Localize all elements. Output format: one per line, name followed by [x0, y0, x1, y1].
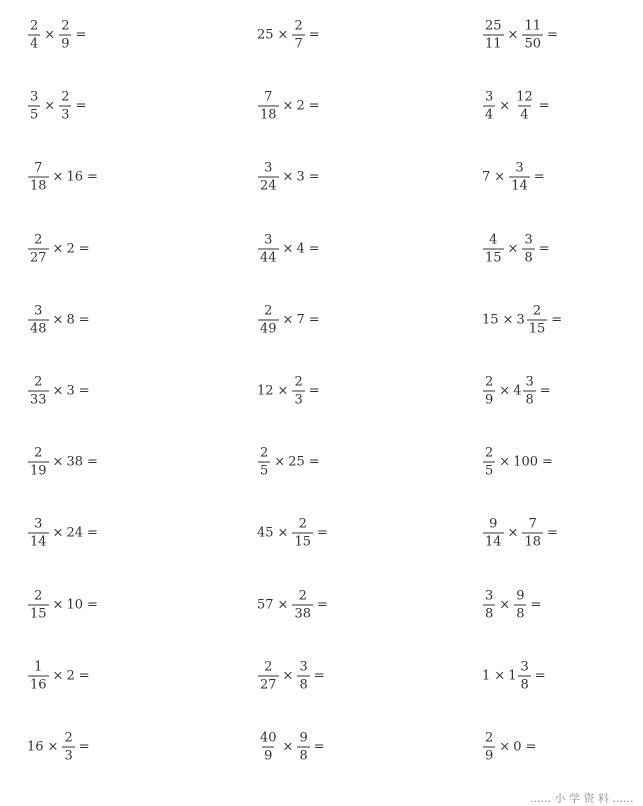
- denominator: 9: [61, 36, 70, 52]
- problem-10-3: [482, 661, 546, 692]
- times-sign: ×: [507, 525, 519, 541]
- equals-sign: =: [313, 668, 325, 684]
- numerator: 4: [489, 232, 498, 248]
- problem-7-1: [27, 447, 98, 478]
- denominator: 9: [485, 748, 494, 764]
- fraction: [483, 234, 504, 265]
- fraction: [522, 518, 543, 549]
- fraction: [258, 162, 279, 193]
- numerator: 2: [61, 89, 70, 105]
- mixed-whole: 4: [513, 383, 522, 399]
- denominator: 5: [485, 463, 494, 479]
- fraction: [62, 732, 74, 763]
- times-sign: ×: [274, 454, 286, 470]
- problem-8-3: [482, 518, 558, 549]
- times-sign: ×: [499, 597, 511, 613]
- denominator: 8: [524, 250, 533, 266]
- problem-4-2: [257, 234, 320, 265]
- numerator: 2: [264, 303, 273, 319]
- denominator: 5: [260, 463, 269, 479]
- times-sign: ×: [52, 312, 64, 328]
- equals-sign: =: [542, 454, 553, 470]
- problem-11-1: [27, 732, 90, 763]
- times-sign: ×: [282, 668, 294, 684]
- whole-number: 16: [27, 739, 44, 755]
- fraction: [28, 661, 49, 692]
- equals-sign: =: [313, 739, 325, 755]
- problem-10-2: [257, 661, 325, 692]
- denominator: 16: [30, 677, 47, 693]
- whole-number: 25: [257, 27, 274, 43]
- numerator: 2: [532, 303, 542, 319]
- times-sign: ×: [282, 98, 294, 114]
- fraction: [28, 234, 49, 265]
- whole-number: 25: [288, 454, 305, 470]
- problem-9-3: [482, 590, 541, 621]
- problem-3-3: [482, 162, 545, 193]
- fraction: [28, 518, 49, 549]
- denominator: 44: [260, 250, 277, 266]
- fraction: [514, 91, 535, 122]
- equals-sign: =: [538, 98, 550, 114]
- numerator: 25: [485, 18, 502, 34]
- whole-number: 2: [66, 241, 75, 257]
- numerator: 2: [34, 374, 43, 390]
- times-sign: ×: [277, 597, 289, 613]
- denominator: 8: [520, 677, 529, 693]
- times-sign: ×: [52, 454, 64, 470]
- equals-sign: =: [87, 169, 98, 185]
- numerator: 2: [294, 374, 303, 390]
- equals-sign: =: [308, 312, 320, 328]
- whole-number: 1: [482, 668, 491, 684]
- numerator: 3: [525, 374, 534, 390]
- problem-8-2: [257, 518, 328, 549]
- whole-number: 7: [296, 312, 305, 328]
- problem-5-1: [27, 305, 90, 336]
- problem-6-3: [482, 376, 551, 407]
- denominator: 7: [294, 36, 303, 52]
- denominator: 4: [30, 36, 39, 52]
- numerator: 3: [264, 232, 273, 248]
- times-sign: ×: [494, 169, 506, 185]
- problem-10-1: [27, 661, 90, 692]
- numerator: 2: [294, 18, 303, 34]
- whole-number: 38: [66, 454, 83, 470]
- fraction: [258, 234, 279, 265]
- times-sign: ×: [282, 312, 294, 328]
- times-sign: ×: [499, 98, 511, 114]
- numerator: 2: [485, 730, 494, 746]
- problem-9-2: [257, 590, 328, 621]
- equals-sign: =: [551, 312, 563, 328]
- equals-sign: =: [87, 454, 98, 470]
- denominator: 14: [30, 534, 47, 550]
- numerator: 3: [520, 659, 529, 675]
- problem-2-1: [27, 91, 86, 122]
- denominator: 27: [260, 677, 277, 693]
- whole-number: 12: [257, 383, 274, 399]
- whole-number: 57: [257, 597, 274, 613]
- times-sign: ×: [44, 98, 56, 114]
- equals-sign: =: [78, 668, 90, 684]
- whole-number: 3: [296, 169, 305, 185]
- problem-9-1: [27, 590, 98, 621]
- numerator: 3: [515, 160, 524, 176]
- denominator: 3: [64, 748, 73, 764]
- problem-1-2: [257, 20, 320, 51]
- times-sign: ×: [494, 668, 506, 684]
- denominator: 18: [524, 534, 541, 550]
- whole-number: 2: [66, 668, 75, 684]
- numerator: 2: [34, 232, 43, 248]
- problem-4-1: [27, 234, 90, 265]
- denominator: 11: [485, 36, 502, 52]
- denominator: 5: [30, 107, 39, 123]
- numerator: 7: [34, 160, 43, 176]
- denominator: 8: [516, 606, 525, 622]
- problem-5-2: [257, 305, 320, 336]
- times-sign: ×: [277, 27, 289, 43]
- fraction: [28, 590, 49, 621]
- equals-sign: =: [317, 525, 328, 541]
- fraction: [28, 447, 49, 478]
- equals-sign: =: [538, 241, 550, 257]
- numerator: 3: [299, 659, 308, 675]
- times-sign: ×: [282, 739, 294, 755]
- equals-sign: =: [78, 739, 90, 755]
- numerator: 3: [485, 588, 494, 604]
- fraction: [483, 590, 495, 621]
- times-sign: ×: [507, 27, 519, 43]
- equals-sign: =: [78, 241, 90, 257]
- fraction: [522, 20, 543, 51]
- equals-sign: =: [308, 98, 320, 114]
- numerator: 2: [260, 445, 269, 461]
- times-sign: ×: [499, 383, 511, 399]
- denominator: 3: [61, 107, 70, 123]
- equals-sign: =: [78, 383, 90, 399]
- denominator: 19: [30, 463, 47, 479]
- times-sign: ×: [52, 383, 64, 399]
- times-sign: ×: [277, 525, 289, 541]
- numerator: 3: [264, 160, 273, 176]
- whole-number: 45: [257, 525, 274, 541]
- fraction: [292, 518, 313, 549]
- numerator: 2: [30, 18, 39, 34]
- denominator: 38: [294, 606, 311, 622]
- whole-number: 8: [66, 312, 75, 328]
- whole-number: 3: [66, 383, 75, 399]
- numerator: 11: [524, 18, 541, 34]
- numerator: 9: [516, 588, 525, 604]
- whole-number: 0: [513, 739, 522, 755]
- equals-sign: =: [75, 98, 87, 114]
- whole-number: 16: [66, 169, 83, 185]
- problem-8-1: [27, 518, 98, 549]
- equals-sign: =: [530, 597, 542, 613]
- whole-number: 24: [66, 525, 83, 541]
- numerator: 3: [485, 89, 494, 105]
- times-sign: ×: [44, 27, 56, 43]
- denominator: 4: [520, 107, 529, 123]
- fraction: [483, 447, 495, 478]
- fraction: [297, 661, 309, 692]
- fraction: [297, 732, 309, 763]
- numerator: 2: [264, 659, 273, 675]
- whole-number: 4: [296, 241, 305, 257]
- whole-number: 10: [66, 597, 83, 613]
- fraction: [292, 376, 304, 407]
- denominator: 49: [260, 321, 277, 337]
- problem-2-3: [482, 91, 550, 122]
- fraction: [523, 376, 535, 407]
- fraction: [292, 590, 313, 621]
- numerator: 2: [298, 588, 307, 604]
- problem-6-2: [257, 376, 320, 407]
- fraction: [59, 91, 71, 122]
- problem-11-2: [257, 732, 325, 763]
- denominator: 8: [299, 748, 308, 764]
- denominator: 18: [30, 178, 47, 194]
- fraction: [28, 376, 49, 407]
- denominator: 18: [260, 107, 277, 123]
- fraction: [28, 20, 40, 51]
- denominator: 4: [485, 107, 494, 123]
- times-sign: ×: [499, 454, 511, 470]
- times-sign: ×: [52, 241, 64, 257]
- whole-number: 2: [296, 98, 305, 114]
- times-sign: ×: [282, 241, 294, 257]
- denominator: 9: [485, 392, 494, 408]
- equals-sign: =: [525, 739, 537, 755]
- times-sign: ×: [507, 241, 519, 257]
- whole-number: 100: [513, 454, 539, 470]
- denominator: 24: [260, 178, 277, 194]
- fraction: [28, 91, 40, 122]
- numerator: 2: [34, 588, 43, 604]
- numerator: 3: [30, 89, 39, 105]
- fraction: [258, 447, 270, 478]
- times-sign: ×: [52, 668, 64, 684]
- times-sign: ×: [52, 597, 64, 613]
- fraction: [514, 590, 526, 621]
- fraction: [59, 20, 71, 51]
- times-sign: ×: [277, 383, 289, 399]
- times-sign: ×: [502, 312, 514, 328]
- equals-sign: =: [539, 383, 551, 399]
- numerator: 12: [516, 89, 533, 105]
- equals-sign: =: [308, 169, 320, 185]
- fraction: [522, 234, 534, 265]
- denominator: 50: [524, 36, 541, 52]
- numerator: 3: [34, 303, 43, 319]
- whole-number: 15: [482, 312, 499, 328]
- equals-sign: =: [317, 597, 328, 613]
- numerator: 2: [298, 516, 307, 532]
- equals-sign: =: [534, 668, 546, 684]
- denominator: 15: [294, 534, 311, 550]
- problem-5-3: [482, 305, 562, 336]
- problem-6-1: [27, 376, 90, 407]
- denominator: 8: [485, 606, 494, 622]
- fraction: [483, 376, 495, 407]
- denominator: 9: [264, 748, 273, 764]
- problem-2-2: [257, 91, 320, 122]
- numerator: 40: [260, 730, 277, 746]
- denominator: 8: [299, 677, 308, 693]
- problem-7-3: [482, 447, 553, 478]
- whole-number: 7: [482, 169, 491, 185]
- equals-sign: =: [547, 27, 558, 43]
- fraction: [258, 305, 279, 336]
- equals-sign: =: [87, 525, 98, 541]
- numerator: 9: [299, 730, 308, 746]
- mixed-whole: 1: [508, 668, 517, 684]
- denominator: 33: [30, 392, 47, 408]
- fraction: [258, 732, 279, 763]
- fraction: [483, 91, 495, 122]
- problem-3-1: [27, 162, 98, 193]
- fraction: [509, 162, 530, 193]
- equals-sign: =: [308, 241, 320, 257]
- numerator: 7: [528, 516, 537, 532]
- problem-11-3: [482, 732, 536, 763]
- mixed-whole: 3: [516, 312, 525, 328]
- fraction: [292, 20, 304, 51]
- problem-1-3: [482, 20, 558, 51]
- problem-3-2: [257, 162, 320, 193]
- fraction: [258, 91, 279, 122]
- problem-7-2: [257, 447, 320, 478]
- equals-sign: =: [308, 27, 320, 43]
- numerator: 2: [61, 18, 70, 34]
- fraction: [28, 305, 49, 336]
- watermark-text: ...... 小 学 资 料 ......: [530, 792, 634, 805]
- numerator: 7: [264, 89, 273, 105]
- denominator: 27: [30, 250, 47, 266]
- denominator: 15: [30, 606, 47, 622]
- times-sign: ×: [499, 739, 511, 755]
- numerator: 1: [34, 659, 43, 675]
- denominator: 3: [294, 392, 303, 408]
- numerator: 3: [34, 516, 43, 532]
- denominator: 48: [30, 321, 47, 337]
- denominator: 15: [485, 250, 502, 266]
- equals-sign: =: [308, 383, 320, 399]
- denominator: 14: [511, 178, 528, 194]
- numerator: 2: [485, 374, 494, 390]
- numerator: 2: [485, 445, 494, 461]
- times-sign: ×: [52, 169, 64, 185]
- numerator: 9: [489, 516, 498, 532]
- equals-sign: =: [308, 454, 320, 470]
- fraction: [28, 162, 49, 193]
- denominator: 14: [485, 534, 502, 550]
- denominator: 8: [525, 392, 534, 408]
- numerator: 2: [34, 445, 43, 461]
- denominator: 15: [528, 321, 546, 337]
- problem-4-3: [482, 234, 550, 265]
- times-sign: ×: [47, 739, 59, 755]
- times-sign: ×: [282, 169, 294, 185]
- problem-1-1: [27, 20, 86, 51]
- equals-sign: =: [78, 312, 90, 328]
- fraction: [518, 661, 530, 692]
- fraction: [258, 661, 279, 692]
- numerator: 2: [64, 730, 73, 746]
- fraction: [483, 20, 504, 51]
- equals-sign: =: [533, 169, 545, 185]
- equals-sign: =: [547, 525, 558, 541]
- fraction: [483, 518, 504, 549]
- fraction: [527, 305, 548, 336]
- equals-sign: =: [75, 27, 87, 43]
- times-sign: ×: [52, 525, 64, 541]
- equals-sign: =: [87, 597, 98, 613]
- fraction: [483, 732, 495, 763]
- numerator: 3: [524, 232, 533, 248]
